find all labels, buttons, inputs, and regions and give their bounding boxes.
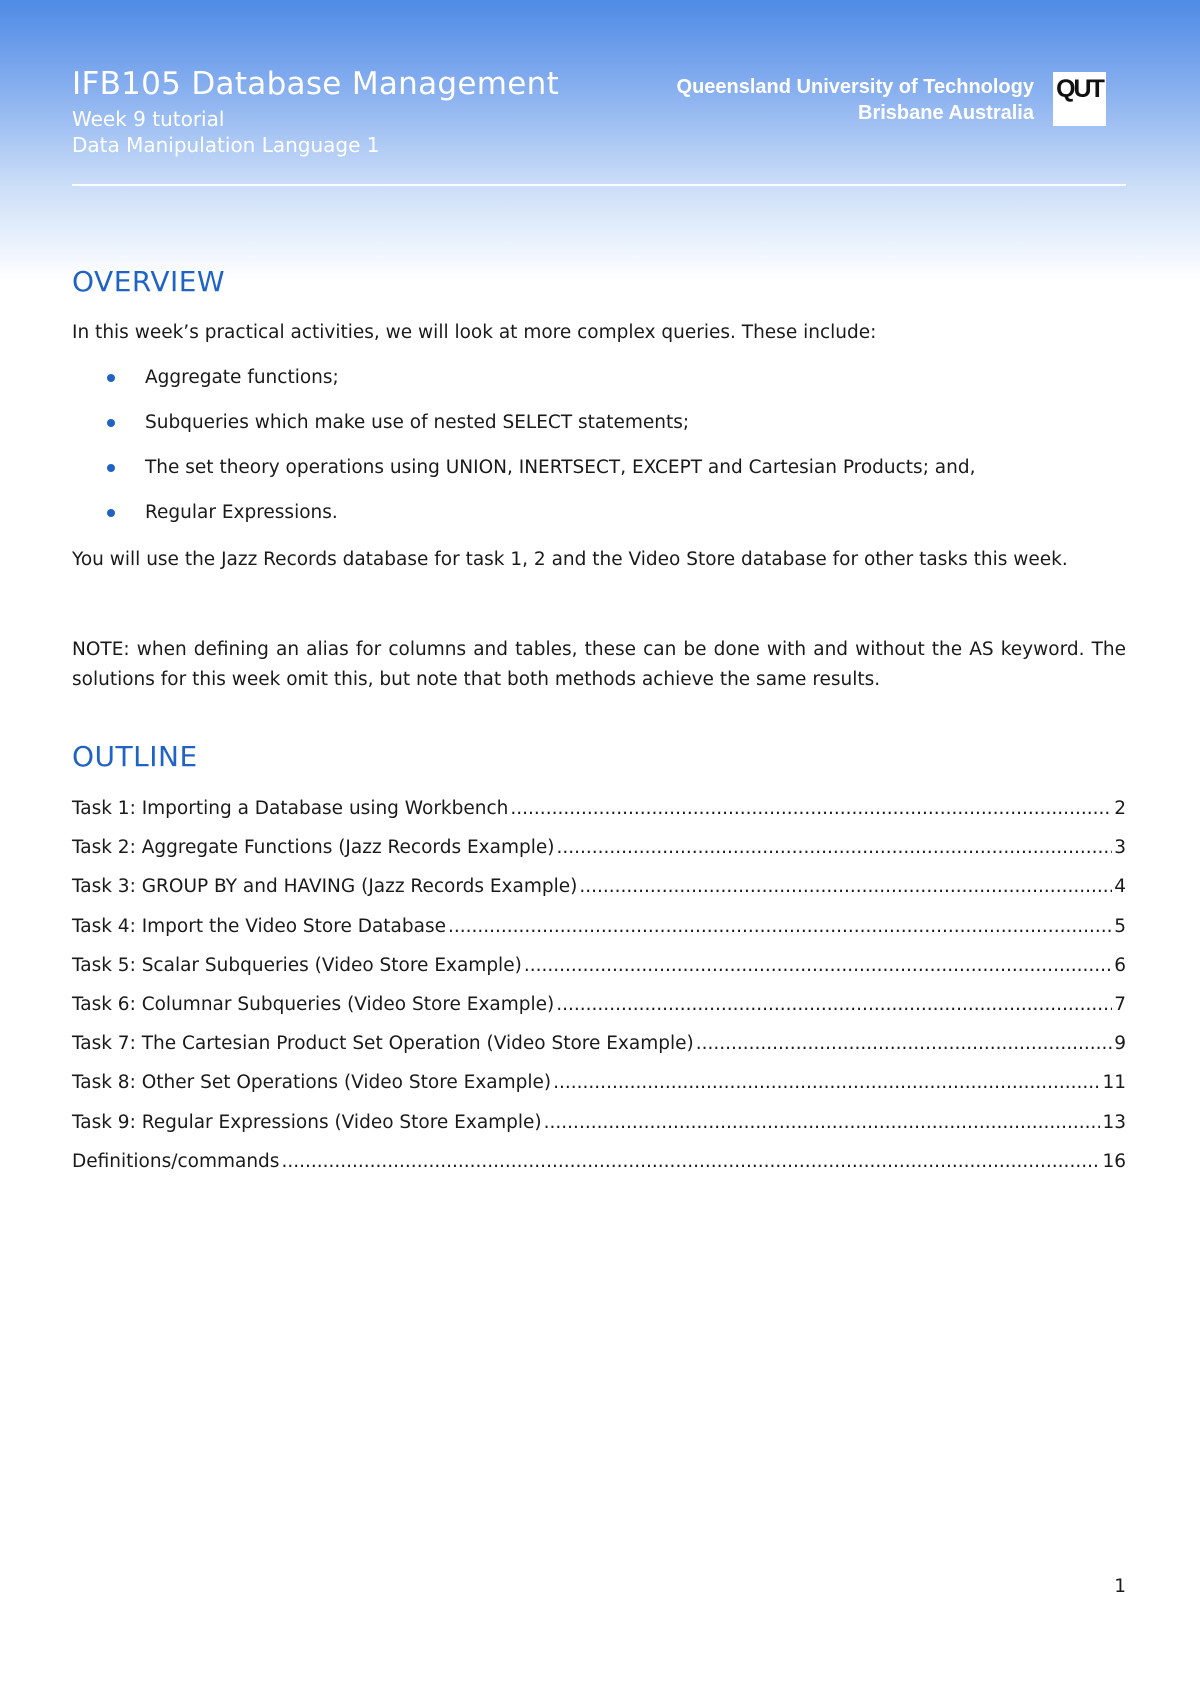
toc-entry-label: Task 8: Other Set Operations (Video Store Example) xyxy=(72,1072,552,1094)
overview-intro: In this week’s practical activities, we will look at more complex queries. These include: xyxy=(72,322,877,343)
week-label: Week 9 tutorial xyxy=(72,107,225,131)
toc-page-number: 11 xyxy=(1102,1072,1126,1094)
page-number: 1 xyxy=(1114,1576,1126,1597)
toc-entry-task-2[interactable] xyxy=(72,833,1126,872)
toc-page-number: 6 xyxy=(1114,954,1126,976)
toc-leader xyxy=(556,990,1112,1020)
list-item-text: Regular Expressions. xyxy=(145,502,338,523)
toc-leader xyxy=(553,1068,1100,1098)
table-of-contents xyxy=(72,794,1126,1186)
toc-entry-label: Task 9: Regular Expressions (Video Store Example) xyxy=(72,1111,542,1133)
toc-entry-label: Task 3: GROUP BY and HAVING (Jazz Records Example) xyxy=(72,876,578,898)
toc-page-number: 4 xyxy=(1114,876,1126,898)
toc-leader xyxy=(696,1029,1113,1059)
database-usage-text: You will use the Jazz Records database for task 1, 2 and the Video Store database for other tasks this week. xyxy=(72,549,1068,570)
qut-logo xyxy=(1053,72,1106,126)
toc-page-number: 5 xyxy=(1114,915,1126,937)
toc-leader xyxy=(524,951,1112,981)
toc-entry-task-3[interactable] xyxy=(72,872,1126,911)
toc-page-number: 3 xyxy=(1114,837,1126,859)
toc-entry-label: Task 5: Scalar Subqueries (Video Store Example) xyxy=(72,954,522,976)
toc-page-number: 13 xyxy=(1102,1111,1126,1133)
outline-heading: OUTLINE xyxy=(72,740,198,773)
toc-entry-task-1[interactable] xyxy=(72,794,1126,833)
header-divider xyxy=(72,184,1126,186)
topic-list xyxy=(72,363,1126,543)
toc-entry-label: Task 4: Import the Video Store Database xyxy=(72,915,446,937)
bullet-icon xyxy=(107,419,115,427)
toc-leader xyxy=(510,794,1112,824)
university-name: Queensland University of Technology xyxy=(676,76,1034,98)
toc-entry-label: Definitions/commands xyxy=(72,1150,280,1172)
toc-page-number: 7 xyxy=(1114,993,1126,1015)
university-location: Brisbane Australia xyxy=(858,102,1034,124)
list-item-text: The set theory operations using UNION, INERTSECT, EXCEPT and Cartesian Products; and, xyxy=(145,457,976,478)
toc-entry-label: Task 7: The Cartesian Product Set Operation (Video Store Example) xyxy=(72,1033,694,1055)
toc-leader xyxy=(556,833,1112,863)
logo-text: QUT xyxy=(1056,75,1103,103)
toc-page-number: 16 xyxy=(1102,1150,1126,1172)
toc-page-number: 2 xyxy=(1114,798,1126,819)
toc-entry-label: Task 2: Aggregate Functions (Jazz Records Example) xyxy=(72,837,555,859)
toc-entry-task-7[interactable] xyxy=(72,1029,1126,1068)
toc-entry-task-6[interactable] xyxy=(72,990,1126,1029)
bullet-icon xyxy=(107,509,115,517)
list-item xyxy=(72,408,1126,453)
list-item xyxy=(72,363,1126,408)
toc-entry-task-8[interactable] xyxy=(72,1068,1126,1107)
toc-entry-label: Task 6: Columnar Subqueries (Video Store Example) xyxy=(72,993,555,1015)
bullet-icon xyxy=(107,464,115,472)
alias-note: NOTE: when defining an alias for columns and tables, these can be done with and without the AS keyword. The solutions for this week omit this, but note that both methods achieve the same results. xyxy=(72,639,1126,690)
list-item xyxy=(72,453,1126,498)
list-item-text: Subqueries which make use of nested SELECT statements; xyxy=(145,412,690,433)
toc-entry-task-4[interactable] xyxy=(72,912,1126,951)
toc-leader xyxy=(448,912,1112,942)
document-title: IFB105 Database Management xyxy=(72,66,560,102)
toc-entry-task-5[interactable] xyxy=(72,951,1126,990)
toc-leader xyxy=(544,1108,1101,1138)
list-item-text: Aggregate functions; xyxy=(145,367,339,388)
topic-label: Data Manipulation Language 1 xyxy=(72,133,380,157)
toc-page-number: 9 xyxy=(1114,1033,1126,1055)
toc-entry-task-9[interactable] xyxy=(72,1108,1126,1147)
bullet-icon xyxy=(107,374,115,382)
overview-heading: OVERVIEW xyxy=(72,265,226,298)
toc-entry-definitions[interactable] xyxy=(72,1147,1126,1186)
toc-leader xyxy=(281,1147,1100,1177)
toc-leader xyxy=(579,872,1112,902)
list-item xyxy=(72,498,1126,543)
toc-entry-label: Task 1: Importing a Database using Workbench xyxy=(72,798,509,819)
